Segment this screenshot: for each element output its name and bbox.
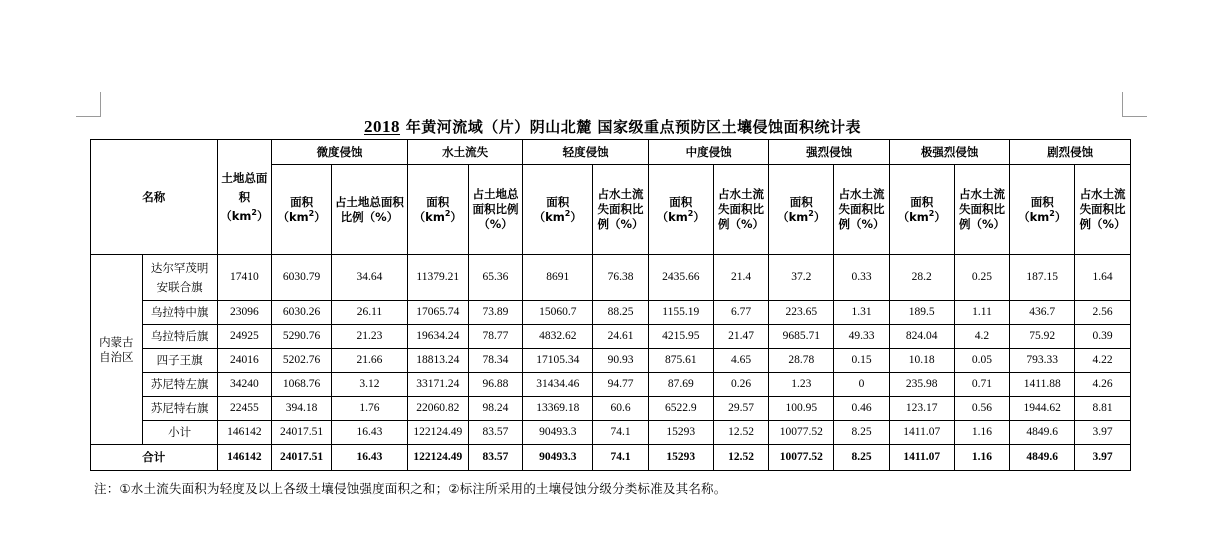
cell: 3.12 [331,373,407,397]
cell: 33171.24 [407,373,468,397]
title-text: 年黄河流域（片）阴山北麓 国家级重点预防区土壤侵蚀面积统计表 [405,118,861,136]
row-name: 苏尼特右旗 [142,397,217,421]
table-title [0,116,1225,137]
cell: 1068.76 [272,373,332,397]
cell: 1.31 [834,301,890,325]
cell: 4832.62 [523,325,593,349]
cell: 22455 [217,397,272,421]
cell: 4.65 [713,349,769,373]
header-very-intense-pct: 占水土流失面积比例（%） [954,165,1010,255]
cell: 13369.18 [523,397,593,421]
header-group-light: 轻度侵蚀 [523,140,649,165]
cell: 5202.76 [272,349,332,373]
cell: 24925 [217,325,272,349]
cell: 3.97 [1075,421,1131,445]
total-row [91,445,1131,471]
cell: 26.11 [331,301,407,325]
cell: 98.24 [468,397,523,421]
cell: 94.77 [593,373,649,397]
cell: 23096 [217,301,272,325]
cell: 87.69 [648,373,713,397]
cell: 1.16 [954,421,1010,445]
cell: 189.5 [889,301,954,325]
header-group-intense: 强烈侵蚀 [769,140,889,165]
cell: 793.33 [1010,349,1075,373]
cell: 96.88 [468,373,523,397]
header-land-area: 土地总面积$(km^2)$ [217,140,272,255]
cell: 0.56 [954,397,1010,421]
cell: 3.97 [1075,445,1131,471]
cell: 1.23 [769,373,834,397]
cell: 10077.52 [769,445,834,471]
region-cell: 内蒙古自治区 [91,255,143,445]
cell: 18813.24 [407,349,468,373]
cell: 824.04 [889,325,954,349]
cell: 875.61 [648,349,713,373]
cell: 83.57 [468,421,523,445]
cell: 90493.3 [523,445,593,471]
cell: 0 [834,373,890,397]
cell: 16.43 [331,445,407,471]
table-row [91,255,1131,301]
cell: 0.33 [834,255,890,301]
cell: 8.81 [1075,397,1131,421]
cell: 28.78 [769,349,834,373]
cell: 90493.3 [523,421,593,445]
cell: 75.92 [1010,325,1075,349]
cell: 2435.66 [648,255,713,301]
cell: 34240 [217,373,272,397]
header-severe-area: 面积$(km^2)$ [1010,165,1075,255]
cell: 88.25 [593,301,649,325]
cell: 10077.52 [769,421,834,445]
cell: 15293 [648,421,713,445]
cell: 9685.71 [769,325,834,349]
row-name: 小计 [142,421,217,445]
cell: 78.34 [468,349,523,373]
header-group-severe: 剧烈侵蚀 [1010,140,1131,165]
table-row [91,325,1131,349]
cell: 17105.34 [523,349,593,373]
cell: 0.25 [954,255,1010,301]
cell: 24017.51 [272,445,332,471]
cell: 60.6 [593,397,649,421]
table-row [91,301,1131,325]
cell: 83.57 [468,445,523,471]
cell: 146142 [217,445,272,471]
cell: 5290.76 [272,325,332,349]
row-name: 达尔罕茂明安联合旗 [142,255,217,301]
cell: 122124.49 [407,445,468,471]
cell: 1944.62 [1010,397,1075,421]
cell: 0.46 [834,397,890,421]
cell: 1.11 [954,301,1010,325]
header-water-area: 面积$(km^2)$ [407,165,468,255]
cell: 1411.88 [1010,373,1075,397]
header-intense-pct: 占水土流失面积比例（%） [834,165,890,255]
cell: 16.43 [331,421,407,445]
header-group-water-loss: 水土流失 [407,140,522,165]
row-name: 乌拉特中旗 [142,301,217,325]
cell: 1.16 [954,445,1010,471]
cell: 100.95 [769,397,834,421]
cell: 0.71 [954,373,1010,397]
cell: 74.1 [593,421,649,445]
cell: 65.36 [468,255,523,301]
row-name: 乌拉特后旗 [142,325,217,349]
cell: 4.2 [954,325,1010,349]
header-moderate-pct: 占水土流失面积比例（%） [713,165,769,255]
cell: 394.18 [272,397,332,421]
header-group-slight: 微度侵蚀 [272,140,408,165]
cell: 8.25 [834,421,890,445]
page-corner-mark-right [1122,92,1147,117]
erosion-statistics-table [90,139,1131,471]
cell: 4215.95 [648,325,713,349]
cell: 21.4 [713,255,769,301]
table-row [91,349,1131,373]
cell: 8691 [523,255,593,301]
cell: 4849.6 [1010,421,1075,445]
header-name: 名称 [91,140,218,255]
row-name: 苏尼特左旗 [142,373,217,397]
cell: 6522.9 [648,397,713,421]
cell: 74.1 [593,445,649,471]
cell: 15293 [648,445,713,471]
cell: 15060.7 [523,301,593,325]
title-year: 2018 [364,117,401,136]
cell: 12.52 [713,421,769,445]
cell: 24.61 [593,325,649,349]
cell: 0.05 [954,349,1010,373]
cell: 6.77 [713,301,769,325]
header-intense-area: 面积$(km^2)$ [769,165,834,255]
cell: 436.7 [1010,301,1075,325]
cell: 90.93 [593,349,649,373]
cell: 4849.6 [1010,445,1075,471]
cell: 24016 [217,349,272,373]
header-severe-pct: 占水土流失面积比例（%） [1075,165,1131,255]
header-moderate-area: 面积$(km^2)$ [648,165,713,255]
cell: 0.15 [834,349,890,373]
cell: 29.57 [713,397,769,421]
cell: 0.39 [1075,325,1131,349]
cell: 2.56 [1075,301,1131,325]
table-row [91,421,1131,445]
cell: 223.65 [769,301,834,325]
header-slight-area: 面积$(km^2)$ [272,165,332,255]
cell: 19634.24 [407,325,468,349]
cell: 6030.26 [272,301,332,325]
cell: 49.33 [834,325,890,349]
cell: 0.26 [713,373,769,397]
cell: 21.66 [331,349,407,373]
cell: 235.98 [889,373,954,397]
header-light-area: 面积$(km^2)$ [523,165,593,255]
header-group-moderate: 中度侵蚀 [648,140,768,165]
header-slight-pct: 占土地总面积比例（%） [331,165,407,255]
cell: 123.17 [889,397,954,421]
cell: 34.64 [331,255,407,301]
cell: 28.2 [889,255,954,301]
cell: 17410 [217,255,272,301]
cell: 31434.46 [523,373,593,397]
cell: 73.89 [468,301,523,325]
cell: 1.64 [1075,255,1131,301]
cell: 1411.07 [889,445,954,471]
cell: 21.23 [331,325,407,349]
cell: 1.76 [331,397,407,421]
cell: 76.38 [593,255,649,301]
row-name: 四子王旗 [142,349,217,373]
table-row [91,373,1131,397]
header-light-pct: 占水土流失面积比例（%） [593,165,649,255]
header-very-intense-area: 面积$(km^2)$ [889,165,954,255]
cell: 187.15 [1010,255,1075,301]
table-footnote: 注：①水土流失面积为轻度及以上各级土壤侵蚀强度面积之和；②标注所采用的土壤侵蚀分级分类标准及其名称。 [94,481,727,496]
cell: 11379.21 [407,255,468,301]
cell: 78.77 [468,325,523,349]
cell: 6030.79 [272,255,332,301]
header-group-very-intense: 极强烈侵蚀 [889,140,1009,165]
header-water-pct: 占土地总面积比例（%） [468,165,523,255]
cell: 122124.49 [407,421,468,445]
cell: 146142 [217,421,272,445]
cell: 17065.74 [407,301,468,325]
cell: 12.52 [713,445,769,471]
cell: 24017.51 [272,421,332,445]
cell: 22060.82 [407,397,468,421]
page-corner-mark-left [76,92,101,117]
cell: 37.2 [769,255,834,301]
cell: 1155.19 [648,301,713,325]
total-label: 合计 [91,445,218,471]
cell: 21.47 [713,325,769,349]
cell: 4.26 [1075,373,1131,397]
cell: 4.22 [1075,349,1131,373]
cell: 8.25 [834,445,890,471]
table-row [91,397,1131,421]
cell: 10.18 [889,349,954,373]
cell: 1411.07 [889,421,954,445]
